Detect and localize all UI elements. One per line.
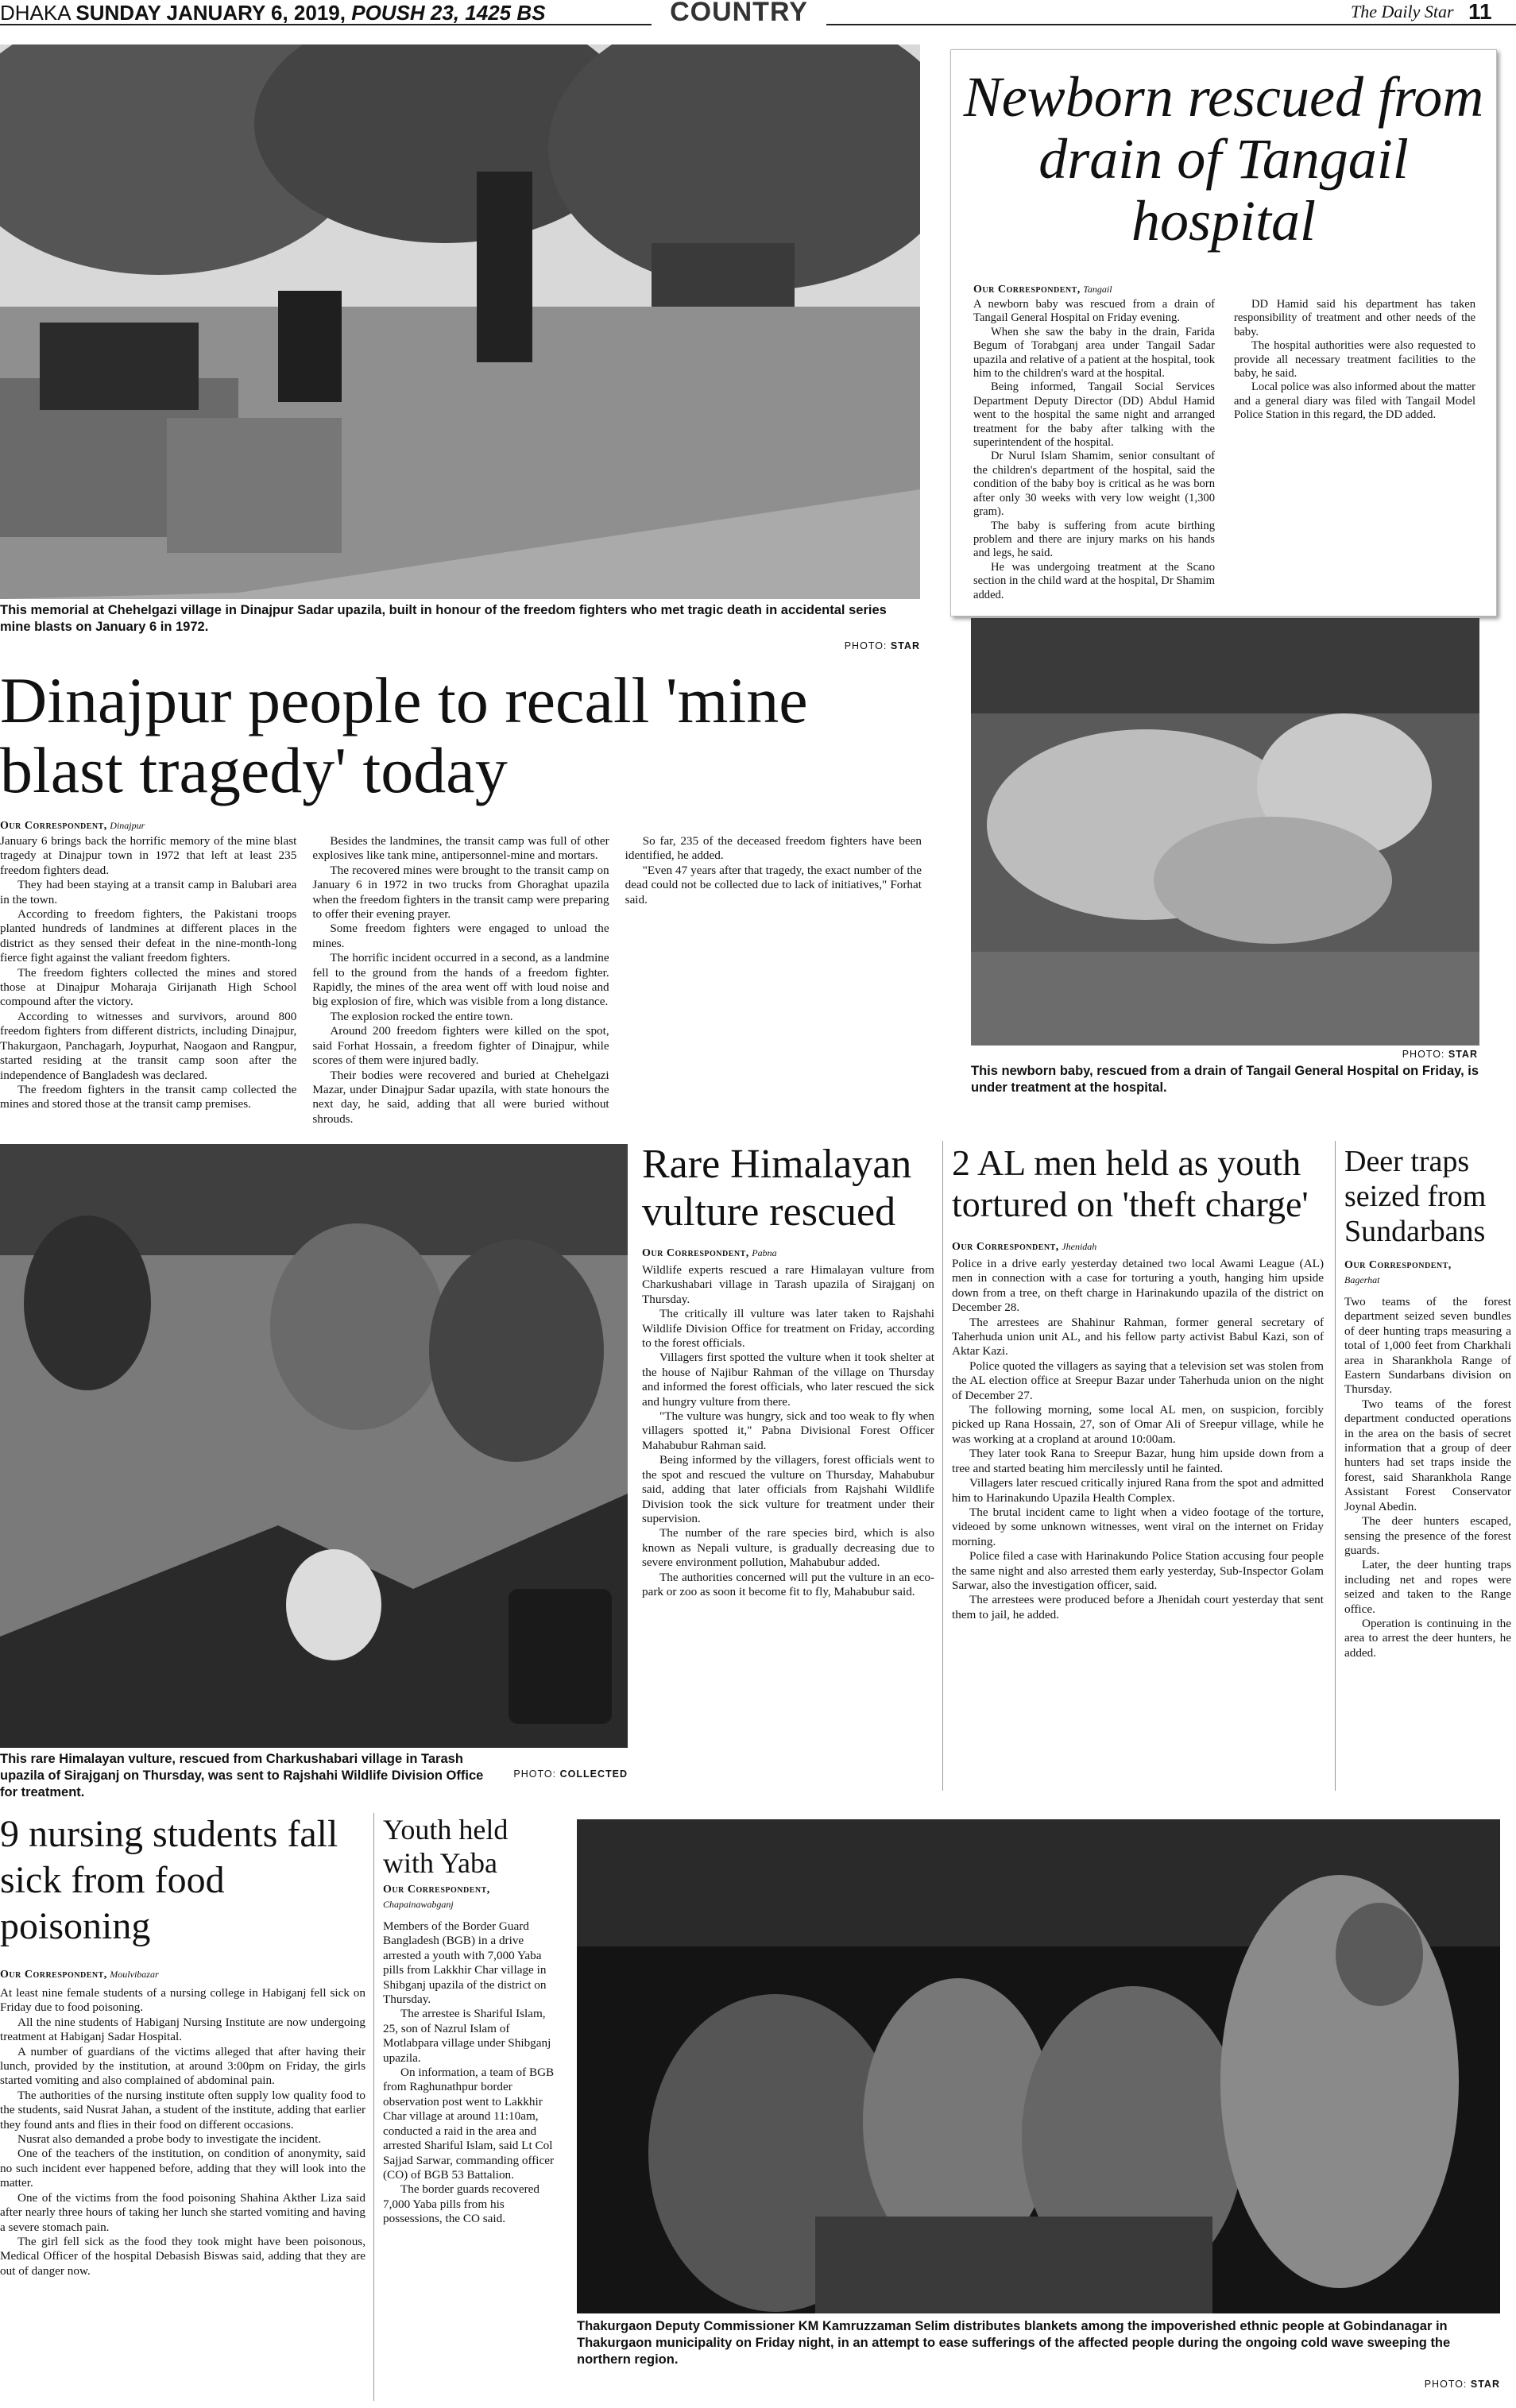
al-men-body: Police in a drive early yesterday detained two local Awami League (AL) men in connection with a case for torturing a youth, hanging him upside down from a tree, on theft charge in Harinakundo upazila of the district on December 28. The arrestees are Shahinur Rahman, former general secretary of Taherhuda union unit AL, and his fellow party activist Babul Kazi, son of Aktar Kazi. Police quoted the villagers as saying that a television set was stolen from the AL election office at Sreepur Bazar under Taherhuda union on the night of December 27. The following morning, some local AL men, on suspicion, forcibly picked up Rana Hossain, 27, son of Omar Ali of Sreepur village, while he was working at a cropland at around 10:00am. They later took Rana to Sreepur Bazar, hung him upside down from a tree and started beating him mercilessly until he fainted. Villagers later rescued critically injured Rana from the spot and admitted him to Harinakundo Upazila Health Complex. The brutal incident came to light when a video footage of the torture, videoed by some unknown witnesses, went viral on the internet on Friday morning. Police filed a case with Harinakundo Police Station accusing four people the same night and also arrested them early yesterday, Sub-Inspector Golam Sarwar, also the investigation officer, said. The arrestees were produced before a Jhenidah court yesterday that sent them to jail, he added. bbox=[952, 1257, 1324, 1621]
newborn-byline: Our Correspondent, Tangail bbox=[973, 284, 1112, 296]
deer-byline: Our Correspondent, Bagerhat bbox=[1344, 1259, 1452, 1285]
blanket-distribution-photo bbox=[577, 1819, 1500, 2313]
vulture-photo-credit: PHOTO: COLLECTED bbox=[513, 1768, 628, 1780]
vulture-caption: This rare Himalayan vulture, rescued from Charkushabari village in Tarash upazila of Sirajganj on Thursday, was sent to Rajshahi Wildlife Division Office for treatment. bbox=[0, 1752, 484, 1799]
column-rule bbox=[942, 1141, 943, 1791]
nursing-headline: 9 nursing students fall sick from food poisoning bbox=[0, 1813, 338, 1947]
newborn-caption: This newborn baby, rescued from a drain of Tangail General Hospital on Friday, is under treatment at the hospital. bbox=[971, 1064, 1479, 1095]
column-rule bbox=[1335, 1141, 1336, 1791]
nursing-byline: Our Correspondent, Moulvibazar bbox=[0, 1969, 159, 1981]
al-men-headline: 2 AL men held as youth tortured on 'theft charge' bbox=[952, 1142, 1309, 1224]
newborn-photo-credit: PHOTO: STAR bbox=[1402, 1049, 1478, 1060]
vulture-byline: Our Correspondent, Pabna bbox=[642, 1247, 777, 1259]
yaba-headline: Youth held with Yaba bbox=[383, 1814, 509, 1879]
vulture-body: Wildlife experts rescued a rare Himalayan vulture from Charkushabari village in Tarash upazila of Sirajganj on Thursday. The critically ill vulture was later taken to Rajshahi Wildlife Division Office for treatment on Friday, according to the forest officials. Villagers first spotted the vulture when it took shelter at the house of Najibur Rahman of the village on Thursday and informed the forest officials, who later rescued the sick and hungry vulture from there. "The vulture was hungry, sick and too weak to fly when villagers spotted it," Pabna Divisional Forest Officer Mahabubur Rahman said. Being informed by the villagers, forest officials went to the spot and rescued the vulture on Thursday, Mahabubur said, adding that later officials from Rajshahi Wildlife Division took the sick vulture for treatment under their supervision. The number of the rare species bird, which is also known as Nepali vulture, is gradually decreasing due to severe environment pollution, Mahabubur added. The authorities concerned will put the vulture in an eco-park or zoo as soon it become fit to fly, Mahabubur said. bbox=[642, 1263, 934, 1598]
deer-headline: Deer traps seized from Sundarbans bbox=[1344, 1145, 1487, 1248]
memorial-caption: This memorial at Chehelgazi village in Dinajpur Sadar upazila, built in honour of the freedom fighters who met tragic death in accidental series mine blasts on January 6 in 1972. bbox=[0, 603, 887, 634]
dinajpur-byline: Our Correspondent, Dinajpur bbox=[0, 820, 145, 832]
yaba-byline: Our Correspondent, Chapainawabganj bbox=[383, 1884, 490, 1910]
dinajpur-body: January 6 brings back the horrific memory of the mine blast tragedy at Dinajpur town in 1972 that left at least 235 freedom fighters dead. They had been staying at a transit camp in Balubari area in the town. According to freedom fighters, the Pakistani troops planted hundreds of landmines at different places in the district as they sensed their defeat in the nine-month-long fierce fight against the valiant freedom fighters. The freedom fighters collected the mines and stored those at Dinajpur Moharaja Girijanath High School compound after the victory. According to witnesses and survivors, around 800 freedom fighters from different districts, including Dinajpur, Thakurgaon, Panchagarh, Joypurhat, Naogaon and Rangpur, started residing at the transit camp soon after the independence of Bangladesh was declared. The freedom fighters in the transit camp collected the mines and stored those at the transit camp premises. Besides the landmines, the transit camp was full of other explosives like tank mine, antipersonnel-mine and mortars. The recovered mines were brought to the transit camp on January 6 in 1972 in two trucks from Ghoraghat upazila when the freedom fighters in the transit camp were preparing to offer their evening prayer. Some freedom fighters were engaged to unload the mines. The horrific incident occurred in a second, as a landmine fell to the ground from the hands of a freedom fighter. Rapidly, the mines of the area went off with loud noise and big explosion of fire, which was visible from a long distance. The explosion rocked the entire town. Around 200 freedom fighters were killed on the spot, said Forhat Hossain, a freedom fighter of Dinajpur, while scores of them were injured badly. Their bodies were recovered and buried at Chehelgazi Mazar, under Dinajpur Sadar upazila, with state honours the next day, he said, adding that all were buried without shrouds. So far, 235 of the deceased freedom fighters have been identified, he added. "Even 47 years after that tragedy, the exact number of the dead could not be collected due to lack of initiatives," Forhat said. bbox=[0, 834, 922, 1126]
blanket-photo-credit: PHOTO: STAR bbox=[1424, 2379, 1500, 2390]
page-number: 11 bbox=[1468, 0, 1492, 24]
newborn-story-box bbox=[950, 49, 1497, 616]
section-name: COUNTRY bbox=[652, 0, 826, 25]
masthead bbox=[0, 0, 1516, 27]
nursing-body: At least nine female students of a nursing college in Habiganj fell sick on Friday due to food poisoning. All the nine students of Habiganj Nursing Institute are now undergoing treatment at Habiganj Sadar Hospital. A number of guardians of the victims alleged that after having their lunch, provided by the institution, at around 3:00pm on Friday, the girls started vomiting and also complained of abdominal pain. The authorities of the nursing institute often supply low quality food to the students, said Nusrat Jahan, a student of the institute, adding that earlier they found ants and flies in their food on different occasions. Nusrat also demanded a probe body to investigate the incident. One of the teachers of the institution, on condition of anonymity, said no such incident ever happened before, adding that they will look into the matter. One of the victims from the food poisoning Shahina Akther Liza said after nearly three hours of taking her lunch she started vomiting and having a severe stomach pain. The girl fell sick as the food they took might have been poisonous, Medical Officer of the hospital Debasish Biswas said, adding that they are out of danger now. bbox=[0, 1986, 365, 2278]
newborn-photo bbox=[971, 618, 1479, 1046]
newspaper-logo: The Daily Star bbox=[1351, 2, 1454, 21]
newborn-headline: Newborn rescued from drain of Tangail hospital bbox=[963, 65, 1484, 253]
dinajpur-headline: Dinajpur people to recall 'mine blast tragedy' today bbox=[0, 664, 808, 806]
deer-body: Two teams of the forest department seized seven bundles of deer hunting traps measuring a total of 1,000 feet from Charkhali area in Sharankhola Range of Eastern Sundarbans division on Thursday. Two teams of the forest department conducted operations in the area on the basis of secret information that a group of deer hunters had set traps inside the forest, said Sharankhola Range Assistant Forest Conservator Joynal Abedin. The deer hunters escaped, sensing the presence of the forest guards. Later, the deer hunting traps including net and ropes were seized and taken to the Range office. Operation is continuing in the area to arrest the deer hunters, he added. bbox=[1344, 1295, 1511, 1660]
al-men-byline: Our Correspondent, Jhenidah bbox=[952, 1241, 1097, 1253]
vulture-headline: Rare Himalayan vulture rescued bbox=[642, 1142, 912, 1235]
memorial-photo-credit: PHOTO: STAR bbox=[844, 640, 920, 651]
column-rule bbox=[373, 1813, 374, 2401]
memorial-photo bbox=[0, 44, 920, 599]
newborn-body: A newborn baby was rescued from a drain of Tangail General Hospital on Friday evening. When she saw the baby in the drain, Farida Begum of Torabganj area under Tangail Sadar upazila and relative of a patient at the hospital, took him to the children's ward at the hospital. Being informed, Tangail Social Services Department Deputy Director (DD) Abdul Hamid went to the hospital the same night and arranged treatment for the baby after talking with the superintendent of the hospital. Dr Nurul Islam Shamim, senior consultant of the children's department of the hospital, said the condition of the baby boy is critical as he was born after only 30 weeks with very low weight (1,300 gram). The baby is suffering from acute birthing problem and there are injury marks on his hands and legs, he said. He was undergoing treatment at the Scano section in the child ward at the hospital, Dr Shamim added. DD Hamid said his department has taken responsibility of treatment and other needs of the baby. The hospital authorities were also requested to provide all necessary treatment facilities to the baby, he said. Local police was also informed about the matter and a general diary was filed with Tangail Model Police Station in this regard, the DD added. bbox=[973, 298, 1475, 601]
blanket-caption: Thakurgaon Deputy Commissioner KM Kamruzzaman Selim distributes blankets among the impoverished ethnic people at Gobindanagar in Thakurgaon municipality on Friday night, in an attempt to ease sufferings of the affected people during the ongoing cold wave sweeping the northern region. bbox=[577, 2319, 1451, 2367]
vulture-photo bbox=[0, 1144, 628, 1748]
yaba-body: Members of the Border Guard Bangladesh (BGB) in a drive arrested a youth with 7,000 Yaba pills from Lakkhir Char village in Shibganj upazila of the district on Thursday. The arrestee is Shariful Islam, 25, son of Nazrul Islam of Motlabpara village under Shibganj upazila. On information, a team of BGB from Raghunathpur border observation post went to Lakkhir Char village at around 11:10am, conducted a raid in the area and arrested Shariful Islam, said Lt Col Sajjad Sarwar, commanding officer (CO) of BGB 53 Battalion. The border guards recovered 7,000 Yaba pills from his possessions, the CO said. bbox=[383, 1919, 555, 2226]
dateline: DHAKA SUNDAY JANUARY 6, 2019, POUSH 23, 1425 BS bbox=[0, 1, 546, 25]
